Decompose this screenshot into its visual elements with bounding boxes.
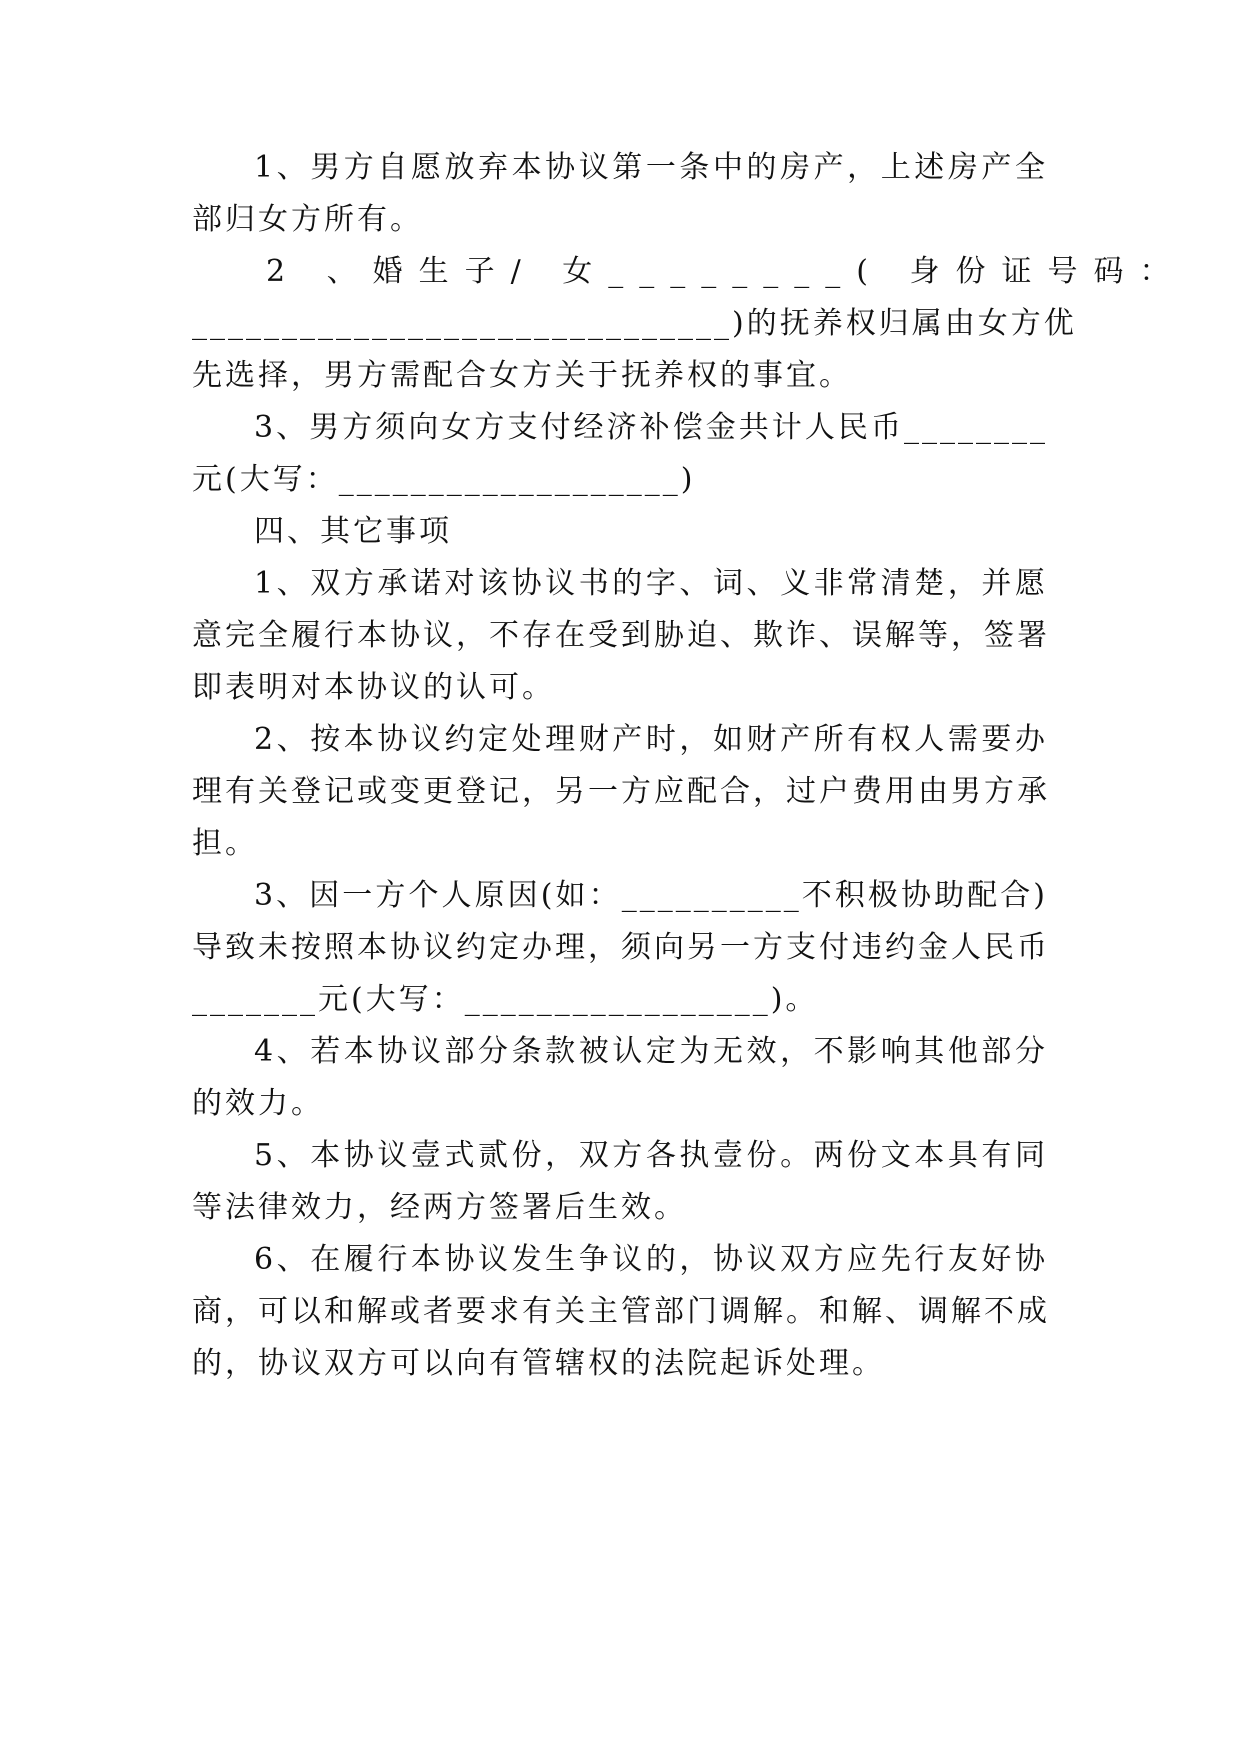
- clause-3-3-line-2: 元(大写：___________________): [192, 462, 696, 497]
- clause-3-1-line-2: 部归女方所有。: [192, 202, 423, 237]
- clause-4-6-line-2: 商，可以和解或者要求有关主管部门调解。和解、调解不成: [192, 1294, 1050, 1329]
- clause-3-2-line-2: ______________________________)的抚养权归属由女方优: [192, 306, 1077, 341]
- clause-4-5-line-2: 等法律效力，经两方签署后生效。: [192, 1190, 687, 1225]
- clause-4-3-line-3: _______元(大写：_________________)。: [192, 982, 819, 1017]
- clause-4-5-line-1: 5、本协议壹式贰份，双方各执壹份。两份文本具有同: [254, 1138, 1048, 1173]
- clause-4-1-line-1: 1、双方承诺对该协议书的字、词、义非常清楚，并愿: [254, 566, 1048, 601]
- clause-4-2-line-1: 2、按本协议约定处理财产时，如财产所有权人需要办: [254, 722, 1048, 757]
- clause-3-1-line-1: 1、男方自愿放弃本协议第一条中的房产，上述房产全: [254, 150, 1048, 185]
- clause-3-3-line-1: 3、男方须向女方支付经济补偿金共计人民币________: [254, 410, 1048, 445]
- clause-4-4-line-1: 4、若本协议部分条款被认定为无效，不影响其他部分: [254, 1034, 1048, 1069]
- section-4-heading: 四、其它事项: [254, 514, 452, 549]
- clause-4-4-line-2: 的效力。: [192, 1086, 324, 1121]
- clause-4-6-line-1: 6、在履行本协议发生争议的，协议双方应先行友好协: [254, 1242, 1048, 1277]
- clause-3-2-line-3: 先选择，男方需配合女方关于抚养权的事宜。: [192, 358, 852, 393]
- clause-3-2-line-1: 2 、婚生子/ 女________( 身份证号码：: [266, 254, 1186, 289]
- clause-4-3-line-2: 导致未按照本协议约定办理，须向另一方支付违约金人民币: [192, 930, 1050, 965]
- clause-4-3-line-1: 3、因一方个人原因(如：__________不积极协助配合): [254, 878, 1048, 913]
- clause-4-6-line-3: 的，协议双方可以向有管辖权的法院起诉处理。: [192, 1346, 885, 1381]
- clause-4-1-line-3: 即表明对本协议的认可。: [192, 670, 555, 705]
- clause-4-2-line-2: 理有关登记或变更登记，另一方应配合，过户费用由男方承: [192, 774, 1050, 809]
- clause-4-1-line-2: 意完全履行本协议，不存在受到胁迫、欺诈、误解等，签署: [192, 618, 1050, 653]
- clause-4-2-line-3: 担。: [192, 826, 258, 861]
